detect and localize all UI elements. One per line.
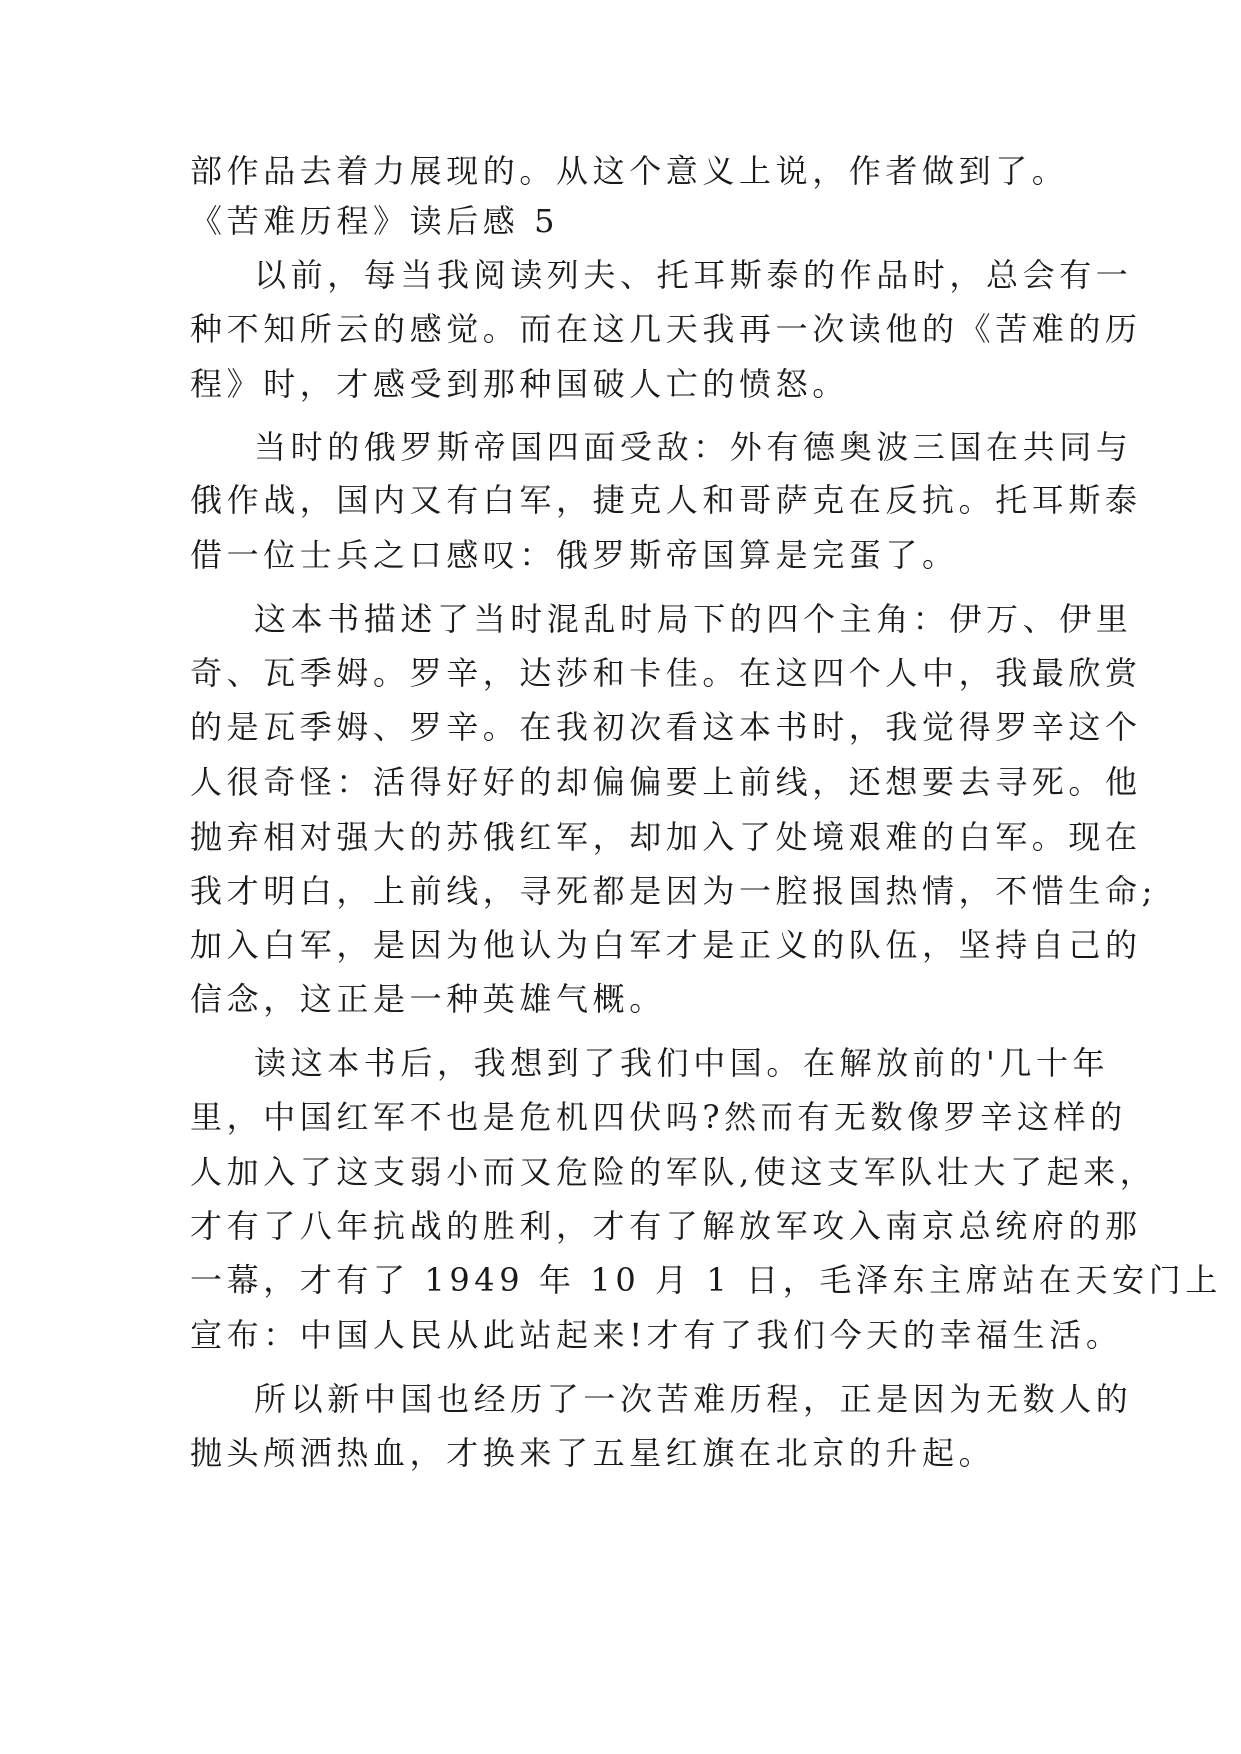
text-line: 当时的俄罗斯帝国四面受敌：外有德奥波三国在共同与 — [254, 428, 1133, 466]
text-line: 才有了八年抗战的胜利，才有了解放军攻入南京总统府的那 — [190, 1207, 1142, 1245]
text-line: 我才明白，上前线，寻死都是因为一腔报国热情，不惜生命; — [190, 872, 1157, 910]
text-line: 以前，每当我阅读列夫、托耳斯泰的作品时，总会有一 — [254, 256, 1133, 294]
text-line: 里，中国红军不也是危机四伏吗?然而有无数像罗辛这样的 — [190, 1098, 1127, 1136]
text-line: 的是瓦季姆、罗辛。在我初次看这本书时，我觉得罗辛这个 — [190, 708, 1142, 746]
text-line: 奇、瓦季姆。罗辛，达莎和卡佳。在这四个人中，我最欣赏 — [190, 654, 1142, 692]
text-line: 读这本书后，我想到了我们中国。在解放前的'几十年 — [254, 1044, 1110, 1082]
section-heading: 《苦难历程》读后感 5 — [190, 202, 560, 240]
text-line: 一幕，才有了 1949 年 10 月 1 日，毛泽东主席站在天安门上 — [190, 1261, 1222, 1299]
text-line: 借一位士兵之口感叹：俄罗斯帝国算是完蛋了。 — [190, 536, 959, 574]
text-line: 加入白军，是因为他认为白军才是正义的队伍，坚持自己的 — [190, 926, 1142, 964]
text-line: 这本书描述了当时混乱时局下的四个主角：伊万、伊里 — [254, 600, 1133, 638]
text-line: 人很奇怪：活得好好的却偏偏要上前线，还想要去寻死。他 — [190, 763, 1142, 801]
text-line: 抛弃相对强大的苏俄红军，却加入了处境艰难的白军。现在 — [190, 818, 1142, 856]
text-line: 部作品去着力展现的。从这个意义上说，作者做到了。 — [190, 152, 1069, 190]
text-line: 种不知所云的感觉。而在这几天我再一次读他的《苦难的历 — [190, 310, 1142, 348]
text-line: 宣布：中国人民从此站起来!才有了我们今天的幸福生活。 — [190, 1316, 1123, 1354]
text-line: 人加入了这支弱小而又危险的军队,使这支军队壮大了起来， — [190, 1153, 1157, 1191]
text-line: 信念，这正是一种英雄气概。 — [190, 980, 666, 1018]
text-line: 所以新中国也经历了一次苦难历程，正是因为无数人的 — [254, 1380, 1133, 1418]
text-line: 俄作战，国内又有白军，捷克人和哥萨克在反抗。托耳斯泰 — [190, 481, 1142, 519]
text-line: 抛头颅洒热血，才换来了五星红旗在北京的升起。 — [190, 1434, 996, 1472]
text-line: 程》时，才感受到那种国破人亡的愤怒。 — [190, 365, 849, 403]
